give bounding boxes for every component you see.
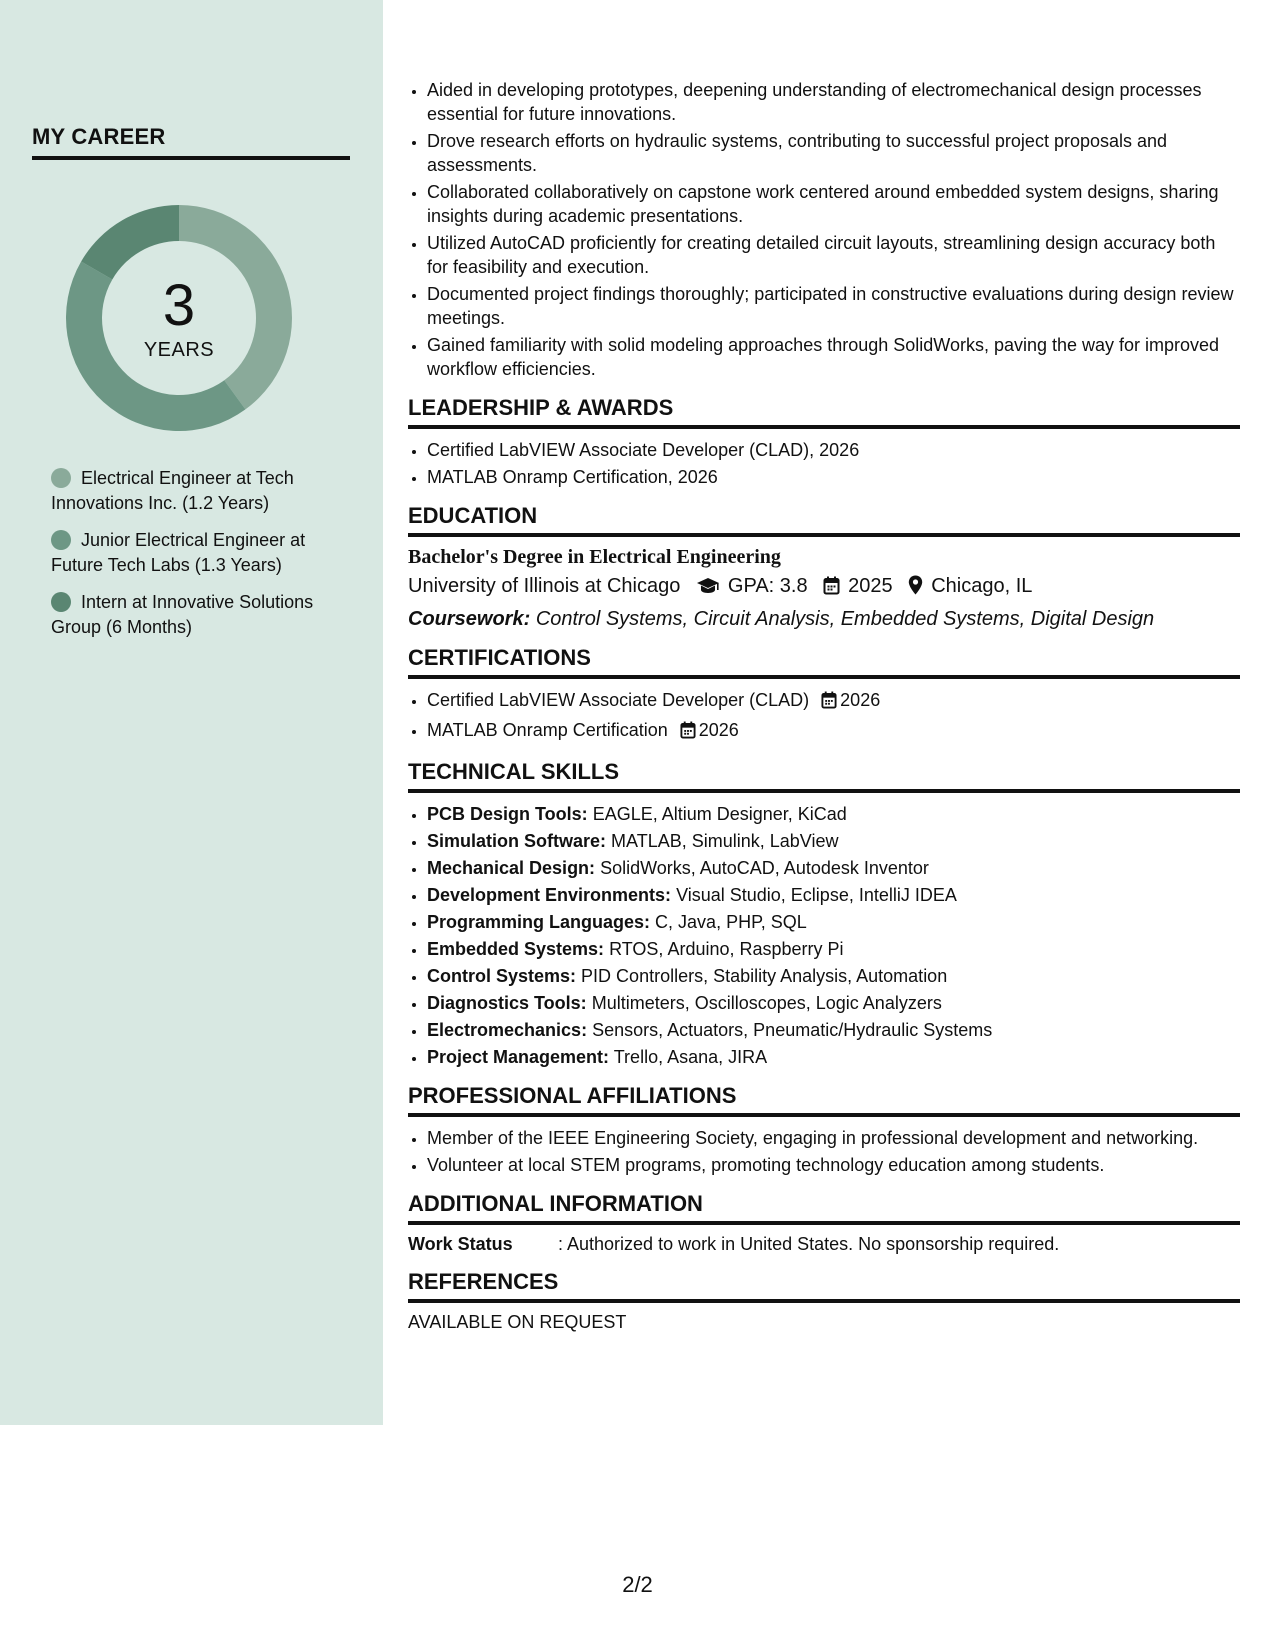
education-gpa: GPA: 3.8 <box>727 575 808 597</box>
affiliations-heading: PROFESSIONAL AFFILIATIONS <box>408 1083 1240 1117</box>
skill-value: MATLAB, Simulink, LabView <box>611 831 839 851</box>
education-coursework <box>408 608 1240 631</box>
skill-value: Sensors, Actuators, Pneumatic/Hydraulic Systems <box>592 1020 993 1040</box>
graduation-cap-icon <box>696 577 720 601</box>
education-heading: EDUCATION <box>408 503 1240 537</box>
education-degree: Bachelor's Degree in Electrical Engineering <box>408 546 781 568</box>
skill-label: Simulation Software: <box>427 831 607 851</box>
legend-label: Electrical Engineer at Tech Innovations Inc. (1.2 Years) <box>51 468 294 513</box>
education-location: Chicago, IL <box>931 575 1033 597</box>
main-content <box>408 78 1240 1333</box>
certification-name: Certified LabVIEW Associate Developer (CLAD) <box>427 690 810 710</box>
experience-bullet: • Documented project findings thoroughly; participated in constructive evaluations during design review meetings. <box>427 282 1240 330</box>
affiliations-list <box>408 1126 1240 1177</box>
leadership-item: • Certified LabVIEW Associate Developer (CLAD), 2026 <box>427 438 1240 462</box>
affiliation-item: • Volunteer at local STEM programs, promoting technology education among students. <box>427 1153 1240 1177</box>
skill-item <box>427 937 1240 961</box>
skill-label: Control Systems: <box>427 966 577 986</box>
skill-item <box>427 883 1240 907</box>
legend-label: Junior Electrical Engineer at Future Tech Labs (1.3 Years) <box>51 530 306 575</box>
skill-label: Electromechanics: <box>427 1020 588 1040</box>
career-donut-chart <box>66 205 292 431</box>
calendar-icon <box>821 691 837 715</box>
skill-value: SolidWorks, AutoCAD, Autodesk Inventor <box>600 858 929 878</box>
certifications-heading: CERTIFICATIONS <box>408 645 1240 679</box>
skills-heading: TECHNICAL SKILLS <box>408 759 1240 793</box>
skill-value: RTOS, Arduino, Raspberry Pi <box>609 939 844 959</box>
certification-year: 2026 <box>840 690 881 710</box>
coursework-value: Control Systems, Circuit Analysis, Embedded Systems, Digital Design <box>535 608 1155 630</box>
certification-item <box>427 688 1240 715</box>
skill-value: EAGLE, Altium Designer, KiCad <box>592 804 847 824</box>
leadership-item: • MATLAB Onramp Certification, 2026 <box>427 465 1240 489</box>
leadership-heading: LEADERSHIP & AWARDS <box>408 395 1240 429</box>
skill-item <box>427 856 1240 880</box>
legend-dot-icon <box>51 530 71 550</box>
skill-label: Embedded Systems: <box>427 939 605 959</box>
legend-item <box>51 590 341 640</box>
skill-item <box>427 910 1240 934</box>
skills-list <box>408 802 1240 1069</box>
experience-bullets <box>408 78 1240 381</box>
work-status-label: Work Status <box>408 1234 513 1254</box>
experience-bullet: • Gained familiarity with solid modeling approaches through SolidWorks, paving the way for improved workflow efficiencies. <box>427 333 1240 381</box>
skill-label: Programming Languages: <box>427 912 651 932</box>
skill-label: PCB Design Tools: <box>427 804 588 824</box>
skill-item <box>427 829 1240 853</box>
affiliation-item: • Member of the IEEE Engineering Society, engaging in professional development and networking. <box>427 1126 1240 1150</box>
donut-center <box>66 273 292 362</box>
certification-item <box>427 718 1240 745</box>
skill-label: Diagnostics Tools: <box>427 993 587 1013</box>
skill-item <box>427 964 1240 988</box>
calendar-icon <box>680 721 696 745</box>
education-school: University of Illinois at Chicago <box>408 575 681 597</box>
skill-value: PID Controllers, Stability Analysis, Automation <box>581 966 948 986</box>
legend-label: Intern at Innovative Solutions Group (6 Months) <box>51 592 314 637</box>
skill-item <box>427 802 1240 826</box>
references-heading: REFERENCES <box>408 1269 1240 1303</box>
education-details <box>408 575 1240 601</box>
skill-value: Multimeters, Oscilloscopes, Logic Analyzers <box>591 993 942 1013</box>
leadership-list <box>408 438 1240 489</box>
certification-name: MATLAB Onramp Certification <box>427 720 668 740</box>
experience-bullet: • Utilized AutoCAD proficiently for creating detailed circuit layouts, streamlining design accuracy both for feasibility and execution. <box>427 231 1240 279</box>
work-status-row <box>408 1234 1240 1255</box>
skill-value: Trello, Asana, JIRA <box>613 1047 768 1067</box>
education-year: 2025 <box>848 575 893 597</box>
page-number: 2/2 <box>622 1572 653 1597</box>
calendar-icon <box>823 576 840 601</box>
skill-label: Mechanical Design: <box>427 858 596 878</box>
donut-slice <box>81 205 179 280</box>
skill-label: Project Management: <box>427 1047 610 1067</box>
skill-value: C, Java, PHP, SQL <box>655 912 807 932</box>
total-years-unit: YEARS <box>143 339 215 361</box>
skill-item <box>427 1018 1240 1042</box>
additional-info-heading: ADDITIONAL INFORMATION <box>408 1191 1240 1225</box>
skill-label: Development Environments: <box>427 885 672 905</box>
experience-bullet: • Collaborated collaboratively on capstone work centered around embedded system designs, sharing insights during academic presentations. <box>427 180 1240 228</box>
legend-dot-icon <box>51 592 71 612</box>
certification-year: 2026 <box>698 720 739 740</box>
skill-value: Visual Studio, Eclipse, IntelliJ IDEA <box>676 885 957 905</box>
certifications-list <box>408 688 1240 745</box>
experience-bullet: • Aided in developing prototypes, deepening understanding of electromechanical design processes essential for future innovations. <box>427 78 1240 126</box>
legend-item <box>51 466 341 516</box>
career-legend <box>51 466 341 652</box>
references-text: AVAILABLE ON REQUEST <box>408 1312 627 1332</box>
coursework-label: Coursework: <box>408 608 531 630</box>
location-pin-icon <box>908 575 923 601</box>
career-heading: MY CAREER <box>32 124 350 160</box>
skill-item <box>427 1045 1240 1069</box>
work-status-value: : Authorized to work in United States. No sponsorship required. <box>558 1234 1060 1254</box>
total-years-number: 3 <box>162 273 196 338</box>
skill-item <box>427 991 1240 1015</box>
legend-item <box>51 528 341 578</box>
legend-dot-icon <box>51 468 71 488</box>
experience-bullet: • Drove research efforts on hydraulic systems, contributing to successful project proposals and assessments. <box>427 129 1240 177</box>
sidebar <box>0 0 383 1425</box>
